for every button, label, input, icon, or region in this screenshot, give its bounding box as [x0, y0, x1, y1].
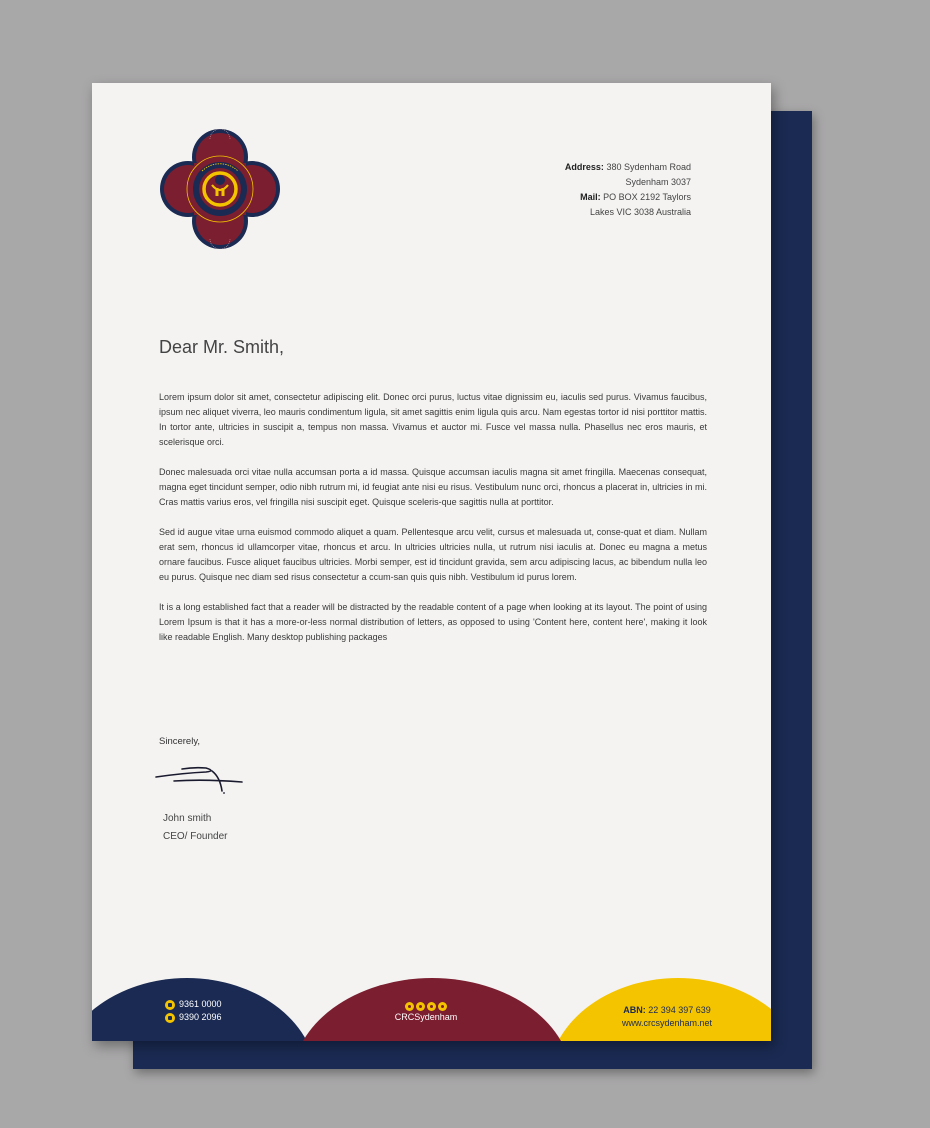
- mail-line2: Lakes VIC 3038 Australia: [589, 207, 691, 217]
- signer-name: John smith: [163, 813, 212, 824]
- footer-abn: [597, 1004, 737, 1030]
- address-line1: 380 Sydenham Road: [606, 162, 691, 172]
- abn-label: ABN:: [623, 1005, 646, 1015]
- address-line2: Sydenham 3037: [625, 177, 691, 187]
- facebook-icon[interactable]: [427, 1002, 436, 1011]
- paragraph: It is a long established fact that a reader will be distracted by the readable content of a page when looking at its layout. The point of using Lorem Ipsum is that it has a more-or-less normal distribution of letters, as opposed to using 'Content here, content here', making it look like readable English. Many desktop publishing packages: [159, 602, 707, 642]
- phone-icon: [165, 1000, 175, 1010]
- greeting: Dear Mr. Smith,: [159, 337, 285, 357]
- mail-line1: PO BOX 2192 Taylors: [603, 192, 691, 202]
- closing: Sincerely,: [159, 736, 201, 747]
- social-handle: CRCSydenham: [394, 1012, 458, 1022]
- instagram-icon[interactable]: [416, 1002, 425, 1011]
- fax-icon: [165, 1013, 175, 1023]
- mail-label: Mail:: [580, 192, 601, 202]
- twitter-icon[interactable]: [438, 1002, 447, 1011]
- website-link[interactable]: www.crcsydenham.net: [621, 1018, 713, 1028]
- signer-title: CEO/ Founder: [163, 831, 228, 842]
- paragraph: Donec malesuada orci vitae nulla accumsan porta a id massa. Quisque accumsan iaculis magna sit amet fringilla. Maecenas consequat, magna eget tincidunt semper, odio nibh rutrum mi, id feugiat ante nisi eu risus. Vestibulum nunc orci, rhoncus a placerat in, ultricies in mi. Cras mattis varius eros, vel fringilla nisi suscipit eget. Quisque sceleris-que sagittis nulla at porttitor.: [159, 467, 707, 507]
- footer-social: [382, 1002, 470, 1022]
- paragraph: Lorem ipsum dolor sit amet, consectetur adipiscing elit. Donec orci purus, luctus vitae dignissim eu, iaculis sed purus. Vivamus faucibus, ipsum nec aliquet viverra, leo mauris condimentum ligula, sit amet sagittis enim ligula quis arcu. Nam egestas tortor id nisi porttitor mattis. In tortor ante, ultricies in suscipit a, tempus non massa. Vivamus et auctor mi. Fusce vel massa nulla. Phasellus nec eros mauris, et scelerisque orci.: [159, 392, 707, 447]
- letterhead-page: [92, 83, 771, 1041]
- paragraph: Sed id augue vitae urna euismod commodo aliquet a quam. Pellentesque arcu velit, cursus et malesuada ut, conse-quat et diam. Nullam erat sem, rhoncus id ullamcorper vitae, rhoncus et arcu. In ultricies ultricies nulla, ut rutrum nisi iaculis at. Donec eu magna a metus ornare faucibus. Fusce aliquet faucibus ultricies. Morbi semper, est id tincidunt gravida, sem arcu adipiscing lacus, ac bibendum nulla leo eu purus. Quisque nec diam sed risus consectetur a ccum-san quis quis nibh. Vestibulum id purus lorem.: [159, 527, 707, 582]
- footer-contact: [165, 998, 222, 1024]
- phone-number: 9361 0000: [179, 999, 222, 1009]
- youtube-icon[interactable]: [405, 1002, 414, 1011]
- address-label: Address:: [564, 162, 604, 172]
- abn-value: 22 394 397 639: [648, 1005, 711, 1015]
- footer-arcs: [92, 83, 771, 1041]
- fax-number: 9390 2096: [179, 1012, 222, 1022]
